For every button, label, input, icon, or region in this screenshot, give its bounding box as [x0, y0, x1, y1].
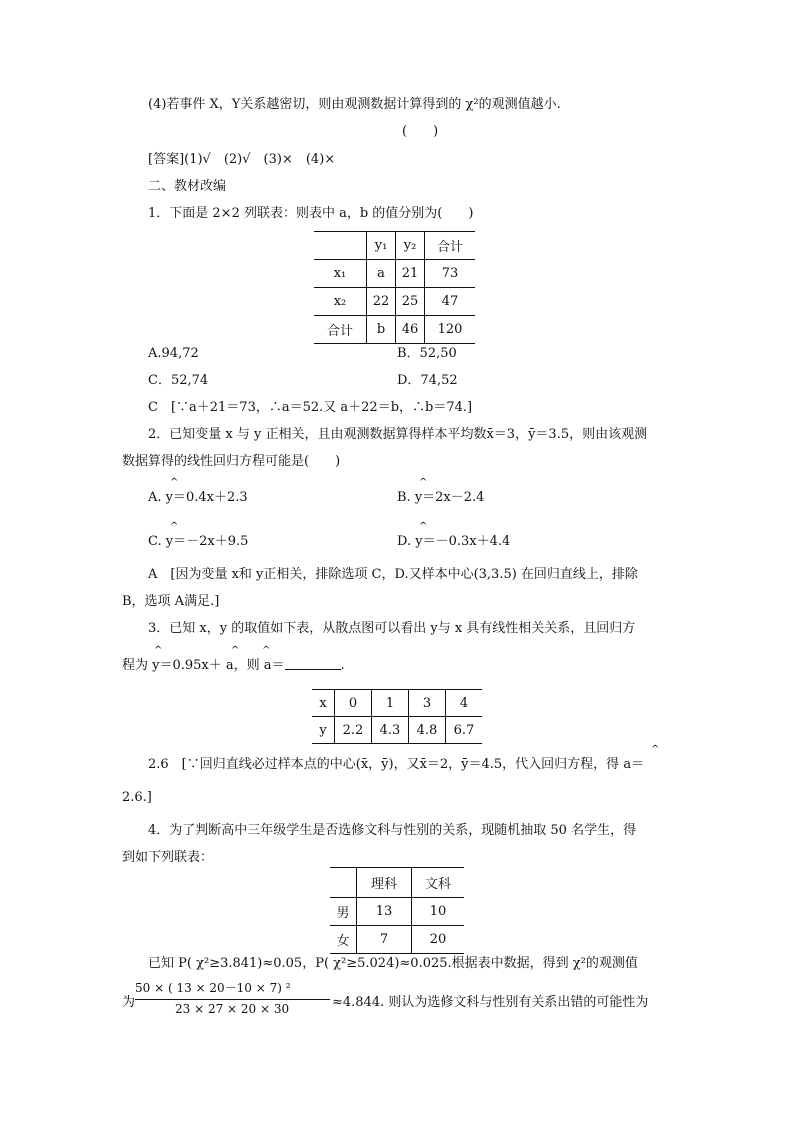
answer-blank	[285, 657, 341, 670]
q1-option-d: D．74,52	[397, 373, 458, 388]
q1-table-cell: 46	[396, 316, 425, 344]
q4-given-line: 已知 P( χ²≥3.841)≈0.05，P( χ²≥5.024)≈0.025.根据表中数据，得到 χ²的观测值	[148, 956, 638, 971]
chi-square-fraction	[135, 979, 335, 1021]
q3-stem-text: 程为 y＝0.95x＋ a，则 a＝	[122, 658, 285, 673]
fraction-bar	[135, 999, 330, 1000]
q1-table-cell: x₁	[333, 266, 347, 281]
q3-table-cell: y	[319, 722, 327, 738]
q1-table-cell: b	[367, 316, 396, 344]
q4-line2-suffix: ≈4.844. 则认为选修文科与性别有关系出错的可能性为	[332, 995, 649, 1010]
q2-solution-line2: B，选项 A满足.]	[122, 594, 220, 609]
fraction-denominator: 23 × 27 × 20 × 30	[175, 1002, 290, 1016]
fraction-numerator: 50 × ( 13 × 20－10 × 7) ²	[135, 981, 291, 995]
q3-table-cell: 6.7	[446, 717, 483, 744]
q1-stem: 1．下面是 2×2 列联表：则表中 a，b 的值分别为( )	[148, 206, 474, 221]
hat-mark: ^	[419, 521, 428, 532]
q4-table-cell: 理科	[357, 868, 412, 898]
q4-table-cell	[330, 868, 357, 898]
hat-mark: ^	[170, 521, 179, 532]
q1-table-cell	[314, 232, 367, 260]
q3-table-cell: 1	[372, 690, 409, 717]
q1-table-cell: 22	[367, 288, 396, 316]
q2-option-c: C. y＝－2x＋9.5	[148, 534, 249, 549]
q1-table	[314, 231, 475, 344]
q1-table-cell: 73	[425, 260, 476, 288]
q2-option-b: B. y＝2x－2.4	[397, 490, 485, 505]
q4-table-cell: 女	[336, 934, 350, 949]
q4-table	[330, 867, 464, 954]
q3-solution-line2: 2.6.]	[122, 790, 152, 805]
q2-solution-line1: A [因为变量 x和 y正相关，排除选项 C，D.又样本中心(3,3.5) 在回归直线上，排除	[148, 567, 638, 582]
q4-line2-prefix: 为	[122, 995, 136, 1010]
q2-stem-line2: 数据算得的线性回归方程可能是( )	[122, 454, 341, 469]
q4-table-cell: 文科	[412, 868, 465, 898]
q1-solution: C [∵a＋21＝73，∴a＝52.又 a＋22＝b，∴b＝74.]	[148, 400, 473, 415]
q4-table-cell: 10	[412, 898, 465, 926]
q1-table-cell: 25	[396, 288, 425, 316]
q4-table-cell: 7	[357, 926, 412, 954]
q1-table-cell: 合计	[326, 324, 353, 339]
hat-mark: ^	[262, 645, 271, 656]
answer-line: [答案](1)√ (2)√ (3)× (4)×	[148, 152, 336, 167]
q1-option-c: C．52,74	[148, 373, 209, 388]
q1-table-cell: x₂	[333, 294, 347, 309]
q4-table-cell: 20	[412, 926, 465, 954]
hat-mark: ^	[154, 645, 163, 656]
q4-stem-line1: 4．为了判断高中三年级学生是否选修文科与性别的关系，现随机抽取 50 名学生，得	[148, 823, 637, 838]
q3-table-cell: 0	[335, 690, 372, 717]
hat-mark: ^	[419, 477, 428, 488]
q4-table-cell: 13	[357, 898, 412, 926]
hat-mark: ^	[170, 477, 179, 488]
q2-stem-line1: 2．已知变量 x 与 y 正相关，且由观测数据算得样本平均数x̄＝3，ȳ＝3.5，则由该观测	[148, 427, 648, 442]
q3-table-cell: 4.3	[372, 717, 409, 744]
q2-option-d: D. y＝－0.3x＋4.4	[397, 534, 511, 549]
hat-mark: ^	[651, 744, 660, 755]
q3-table-cell: 3	[409, 690, 446, 717]
q1-table-cell: a	[367, 260, 396, 288]
item-4-text: (4)若事件 X，Y关系越密切，则由观测数据计算得到的 χ²的观测值越小.	[148, 97, 561, 112]
q4-table-cell: 男	[336, 906, 350, 921]
hat-mark: ^	[231, 645, 240, 656]
q1-table-cell: y₁	[367, 232, 396, 260]
section-title: 二、教材改编	[148, 179, 227, 194]
q3-table-cell: 2.2	[335, 717, 372, 744]
q3-table-cell: 4.8	[409, 717, 446, 744]
q3-solution-line1: 2.6 [∵回归直线必过样本点的中心(x̄，ȳ)，又x̄＝2，ȳ＝4.5，代入回归方程，得 a＝	[148, 757, 645, 772]
q1-option-b: B．52,50	[397, 346, 457, 361]
q3-table-cell: 4	[446, 690, 483, 717]
q1-table-cell: y₂	[396, 232, 425, 260]
item-4-paren: ( )	[402, 124, 439, 139]
q1-table-cell: 47	[425, 288, 476, 316]
q1-table-cell: 合计	[425, 232, 476, 260]
q1-table-cell: 120	[425, 316, 476, 344]
q3-table	[312, 689, 482, 744]
q1-option-a: A.94,72	[148, 346, 199, 361]
q2-option-a: A. y＝0.4x＋2.3	[148, 490, 248, 505]
q3-stem-line2	[122, 657, 345, 675]
q3-stem-line1: 3．已知 x，y 的取值如下表，从散点图可以看出 y与 x 具有线性相关关系，且回归方	[148, 621, 636, 636]
q3-stem-period: .	[340, 658, 345, 673]
q1-table-cell: 21	[396, 260, 425, 288]
q4-stem-line2: 到如下列联表：	[122, 850, 214, 865]
q3-table-cell: x	[319, 695, 327, 711]
